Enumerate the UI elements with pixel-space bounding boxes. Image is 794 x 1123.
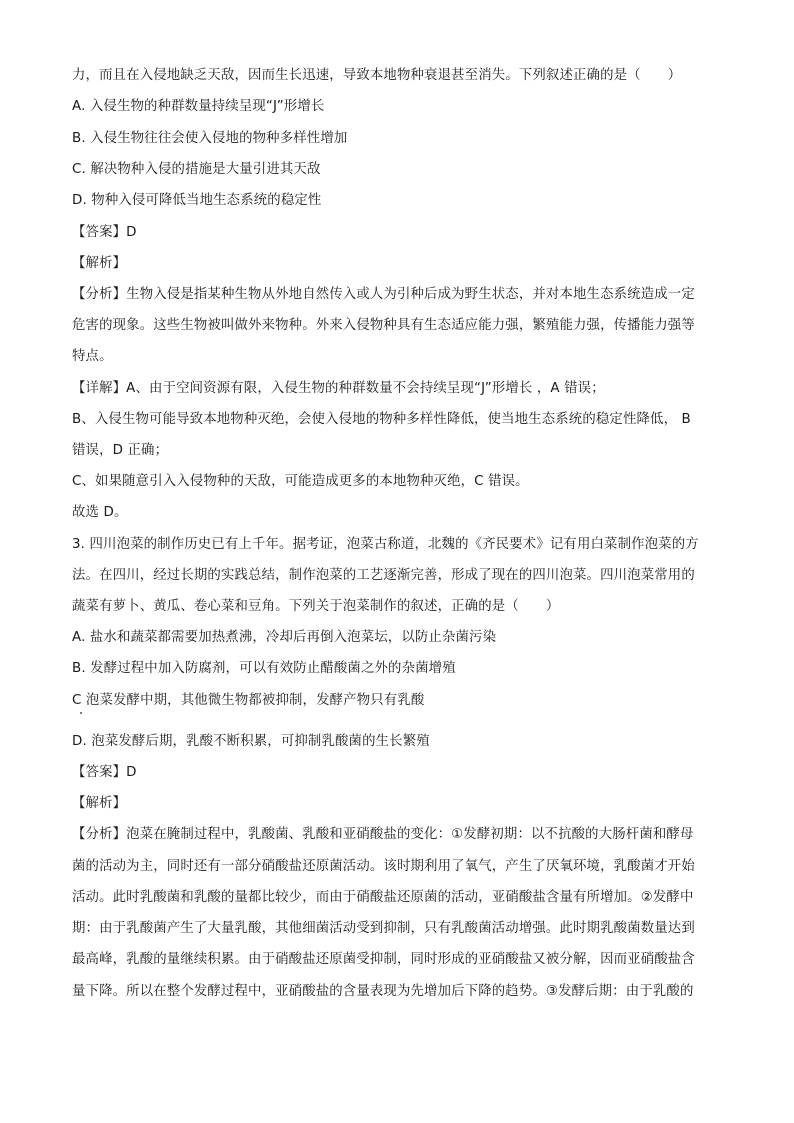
- stray-dot-mark: [80, 712, 82, 714]
- q2-detail-line-5: 故选 D。: [72, 505, 128, 520]
- q3-option-b: B. 发酵过程中加入防腐剂，可以有效防止醋酸菌之外的杂菌增殖: [72, 661, 456, 676]
- q3-option-c: C 泡菜发酵中期，其他微生物都被抑制，发酵产物只有乳酸: [72, 693, 425, 708]
- q3-analysis-line-2: 菌的活动为主，同时还有一部分硝酸盐还原菌活动。该时期利用了氧气，产生了厌氧环境，乳酸菌才开始: [72, 859, 695, 874]
- q3-option-d: D. 泡菜发酵后期，乳酸不断积累，可抑制乳酸菌的生长繁殖: [72, 734, 430, 749]
- q3-analysis-line-3: 活动。此时乳酸菌和乳酸的量都比较少，而由于硝酸盐还原菌的活动，亚硝酸盐含量有所增加。②发酵中: [72, 890, 694, 905]
- q3-stem-line-1: 3. 四川泡菜的制作历史已有上千年。据考证，泡菜古称道，北魏的《齐民要术》记有用白菜制作泡菜的方: [72, 537, 699, 552]
- q2-detail-line-2: B、入侵生物可能导致本地物种灭绝，会使入侵地的物种多样性降低，使当地生态系统的稳定性降低， B: [72, 412, 691, 427]
- q3-analysis-line-6: 量下降。所以在整个发酵过程中，亚硝酸盐的含量表现为先增加后下降的趋势。③发酵后期：由于乳酸的: [72, 984, 694, 999]
- q2-option-b: B. 入侵生物往往会使入侵地的物种多样性增加: [72, 131, 348, 146]
- q2-analysis-label: 【解析】: [72, 256, 127, 271]
- q2-option-d: D. 物种入侵可降低当地生态系统的稳定性: [72, 193, 322, 208]
- q3-answer: 【答案】D: [72, 765, 137, 780]
- q2-analysis-line-1: 【分析】生物入侵是指某种生物从外地自然传入或人为引种后成为野生状态，并对本地生态系统造成一定: [72, 287, 695, 302]
- q2-option-c: C. 解决物种入侵的措施是大量引进其天敌: [72, 162, 321, 177]
- q2-option-a: A. 入侵生物的种群数量持续呈现“J”形增长: [72, 99, 325, 114]
- q3-stem-line-3: 蔬菜有萝卜、黄瓜、卷心菜和豆角。下列关于泡菜制作的叙述，正确的是（ ）: [72, 599, 560, 614]
- q3-analysis-line-5: 最高峰，乳酸的量继续积累。由于硝酸盐还原菌受抑制，同时形成的亚硝酸盐又被分解，因而亚硝酸盐含: [72, 952, 695, 967]
- q2-detail-line-3: 错误，D 正确；: [72, 443, 169, 458]
- q3-analysis-line-4: 期：由于乳酸菌产生了大量乳酸，其他细菌活动受到抑制，只有乳酸菌活动增强。此时期乳酸菌数量达到: [72, 921, 695, 936]
- q2-answer: 【答案】D: [72, 225, 137, 240]
- q2-detail-line-1: 【详解】A、由于空间资源有限，入侵生物的种群数量不会持续呈现“J”形增长 ，A 错误；: [72, 381, 605, 396]
- q3-option-a: A. 盐水和蔬菜都需要加热煮沸，冷却后再倒入泡菜坛，以防止杂菌污染: [72, 630, 497, 645]
- q3-analysis-label: 【解析】: [72, 796, 127, 811]
- q3-stem-line-2: 法。在四川，经过长期的实践总结，制作泡菜的工艺逐渐完善，形成了现在的四川泡菜。四川泡菜常用的: [72, 568, 695, 583]
- q2-analysis-line-3: 特点。: [72, 349, 113, 364]
- q2-detail-line-4: C、如果随意引入入侵物种的天敌，可能造成更多的本地物种灭绝，C 错误。: [72, 474, 529, 489]
- q3-analysis-line-1: 【分析】泡菜在腌制过程中，乳酸菌、乳酸和亚硝酸盐的变化：①发酵初期：以不抗酸的大肠杆菌和酵母: [72, 827, 694, 842]
- q2-stem-tail: 力，而且在入侵地缺乏天敌，因而生长迅速，导致本地物种衰退甚至消失。下列叙述正确的是（ ）: [72, 68, 682, 83]
- q2-analysis-line-2: 危害的现象。这些生物被叫做外来物种。外来入侵物种具有生态适应能力强，繁殖能力强，传播能力强等: [72, 318, 695, 333]
